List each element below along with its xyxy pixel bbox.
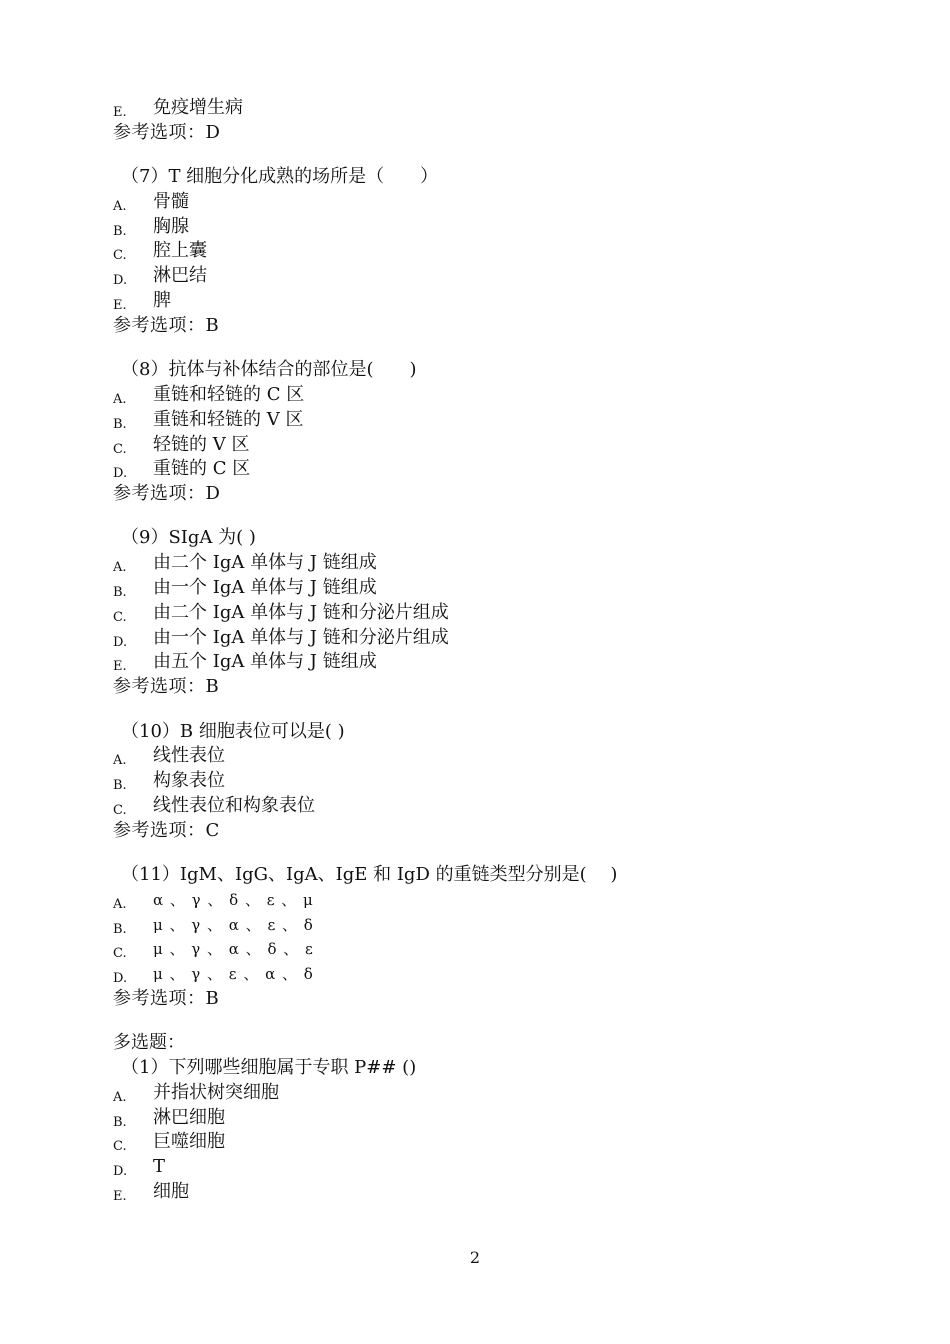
option-letter: D.	[113, 273, 128, 289]
option-text: 线性表位和构象表位	[153, 794, 315, 816]
option-text: 线性表位	[153, 745, 225, 767]
option-text: 腔上囊	[153, 240, 207, 262]
option-text: μ 、 γ 、 α 、 ε 、 δ	[153, 915, 314, 934]
option-text: 淋巴细胞	[153, 1106, 225, 1128]
option-text: T	[153, 1156, 166, 1178]
question-stem: （11）IgM、IgG、IgA、IgE 和 IgD 的重链类型分别是( )	[121, 864, 618, 886]
option-letter: A.	[113, 198, 127, 214]
option-text: α 、 γ 、 δ 、 ε 、 μ	[153, 890, 314, 909]
option-row	[113, 457, 873, 482]
option-row	[113, 215, 873, 240]
option-letter: D.	[113, 1164, 128, 1180]
option-row	[113, 383, 873, 408]
option-letter: B.	[113, 223, 127, 239]
option-row	[113, 96, 873, 121]
option-row	[113, 289, 873, 314]
option-row	[113, 626, 873, 651]
question-stem: （10）B 细胞表位可以是( )	[121, 720, 345, 742]
option-letter: C.	[113, 441, 127, 457]
option-letter: A.	[113, 560, 127, 576]
answer-line: 参考选项：B	[113, 314, 220, 336]
question-stem: （1）下列哪些细胞属于专职 P## ()	[121, 1057, 417, 1079]
option-row	[113, 408, 873, 433]
option-row	[113, 601, 873, 626]
option-text: 由五个 IgA 单体与 J 链组成	[153, 651, 377, 673]
option-row	[113, 1106, 873, 1131]
option-row	[113, 913, 873, 938]
option-letter: B.	[113, 585, 127, 601]
option-letter: D.	[113, 466, 128, 482]
section-heading: 多选题：	[113, 1032, 185, 1054]
option-text: 巨噬细胞	[153, 1131, 225, 1153]
option-letter: D.	[113, 971, 128, 987]
option-letter: A.	[113, 391, 127, 407]
option-text: 重链的 C 区	[153, 458, 251, 480]
option-row	[113, 650, 873, 675]
question-stem: （8）抗体与补体结合的部位是( )	[121, 359, 417, 381]
option-row	[113, 1155, 873, 1180]
option-row	[113, 1180, 873, 1205]
answer-line: 参考选项：D	[113, 483, 221, 505]
option-text: 由一个 IgA 单体与 J 链和分泌片组成	[153, 626, 449, 648]
option-letter: E.	[113, 659, 127, 675]
option-text: 胸腺	[153, 215, 189, 237]
option-text: μ 、 γ 、 ε 、 α 、 δ	[153, 965, 314, 984]
option-letter: B.	[113, 1114, 127, 1130]
option-letter: C.	[113, 1139, 127, 1155]
option-row	[113, 1081, 873, 1106]
option-row	[113, 937, 873, 962]
option-text: 骨髓	[153, 190, 189, 212]
option-row	[113, 551, 873, 576]
option-row	[113, 190, 873, 215]
option-row	[113, 769, 873, 794]
option-text: 由二个 IgA 单体与 J 链和分泌片组成	[153, 601, 449, 623]
option-text: 并指状树突细胞	[153, 1081, 279, 1103]
option-row	[113, 239, 873, 264]
answer-line: 参考选项：D	[113, 121, 221, 143]
option-letter: A.	[113, 1089, 127, 1105]
option-letter: A.	[113, 753, 127, 769]
option-letter: E.	[113, 1189, 127, 1205]
page-number: 2	[469, 1248, 481, 1267]
question-stem: （9）SIgA 为( )	[121, 527, 256, 549]
option-row	[113, 794, 873, 819]
option-letter: C.	[113, 946, 127, 962]
option-letter: A.	[113, 896, 127, 912]
question-stem: （7）T 细胞分化成熟的场所是（ ）	[121, 166, 439, 188]
option-text: 由二个 IgA 单体与 J 链组成	[153, 552, 377, 574]
option-text: 重链和轻链的 C 区	[153, 383, 305, 405]
option-text: 构象表位	[153, 770, 225, 792]
option-letter: B.	[113, 921, 127, 937]
option-row	[113, 576, 873, 601]
answer-line: 参考选项：B	[113, 988, 220, 1009]
option-text: 重链和轻链的 V 区	[153, 408, 304, 430]
answer-line: 参考选项：C	[113, 819, 220, 841]
option-letter: D.	[113, 634, 128, 650]
option-row	[113, 888, 873, 913]
option-text: 轻链的 V 区	[153, 433, 250, 455]
option-letter: B.	[113, 778, 127, 794]
option-letter: B.	[113, 416, 127, 432]
option-letter: C.	[113, 802, 127, 818]
option-text: 脾	[153, 290, 171, 312]
option-text: 细胞	[153, 1181, 189, 1203]
option-text: μ 、 γ 、 α 、 δ 、 ε	[153, 940, 314, 959]
option-text: 免疫增生病	[153, 97, 243, 118]
option-row	[113, 264, 873, 289]
option-letter: E.	[113, 105, 127, 120]
option-row	[113, 744, 873, 769]
option-text: 淋巴结	[153, 265, 207, 287]
option-letter: E.	[113, 298, 127, 314]
option-text: 由一个 IgA 单体与 J 链组成	[153, 577, 377, 599]
option-row	[113, 962, 873, 987]
option-letter: C.	[113, 609, 127, 625]
option-letter: C.	[113, 248, 127, 264]
answer-line: 参考选项：B	[113, 676, 220, 698]
option-row	[113, 1130, 873, 1155]
page-content	[113, 96, 873, 1205]
option-row	[113, 433, 873, 458]
